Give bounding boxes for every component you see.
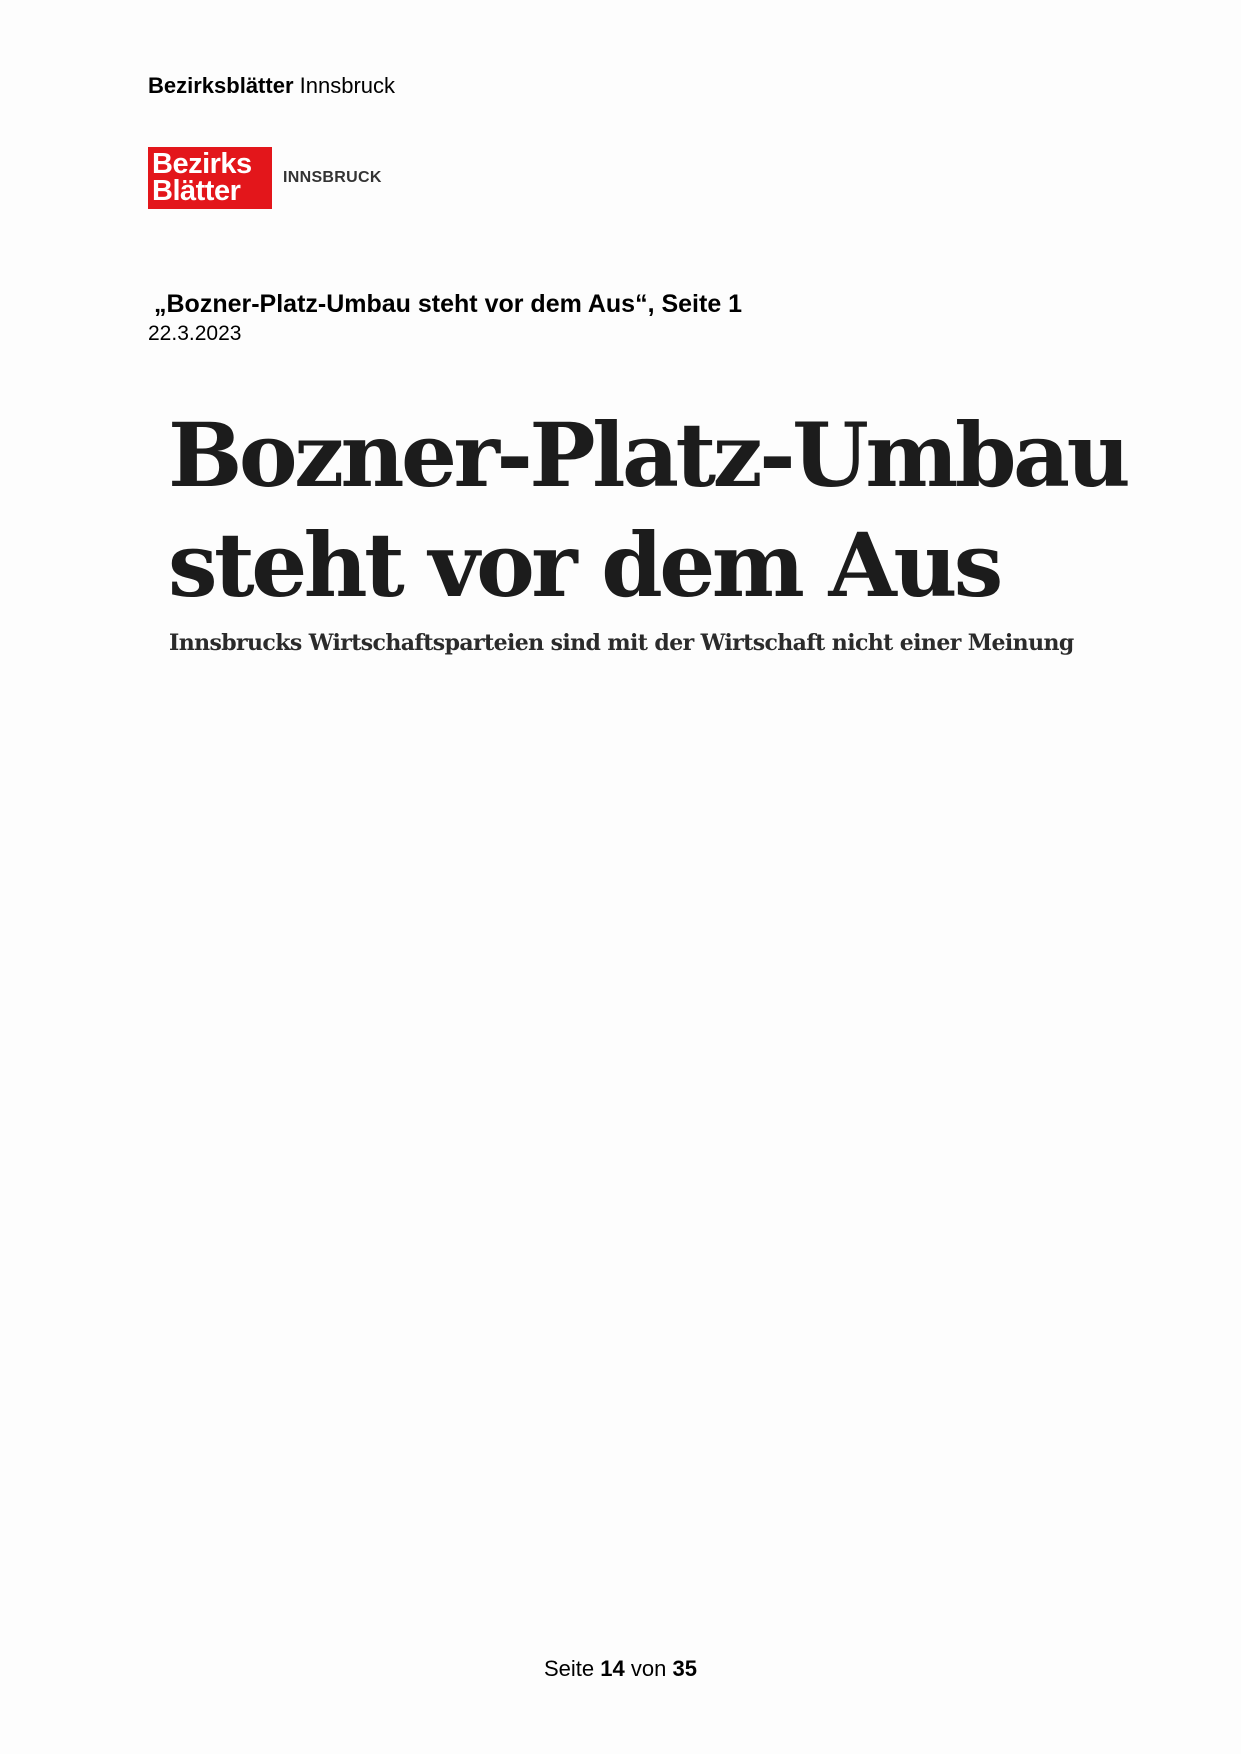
logo-mark <box>148 147 272 209</box>
publication-region: Innsbruck <box>299 73 396 98</box>
publication-line <box>148 73 395 99</box>
publication-name: Bezirksblätter <box>148 73 294 98</box>
article-headline <box>168 400 1168 620</box>
article-subline: Innsbrucks Wirtschaftsparteien sind mit der Wirtschaft nicht einer Meinung <box>169 630 1074 656</box>
logo-region-label: INNSBRUCK <box>283 169 382 186</box>
footer-page-number: 14 <box>600 1656 625 1681</box>
footer-page-total: 35 <box>672 1656 697 1681</box>
page-footer <box>0 1656 1241 1682</box>
headline-line-2: steht vor dem Aus <box>168 513 1000 617</box>
clipping-date: 22.3.2023 <box>148 322 242 345</box>
bezirksblaetter-logo <box>148 147 382 209</box>
footer-of-word: von <box>630 1656 667 1681</box>
clipping-title: „Bozner-Platz-Umbau steht vor dem Aus“, Seite 1 <box>154 290 743 318</box>
logo-line-1: Bezirks <box>152 148 252 180</box>
logo-line-2: Blätter <box>152 175 241 207</box>
headline-line-1: Bozner-Platz-Umbau <box>168 403 1128 507</box>
footer-page-word: Seite <box>544 1656 595 1681</box>
